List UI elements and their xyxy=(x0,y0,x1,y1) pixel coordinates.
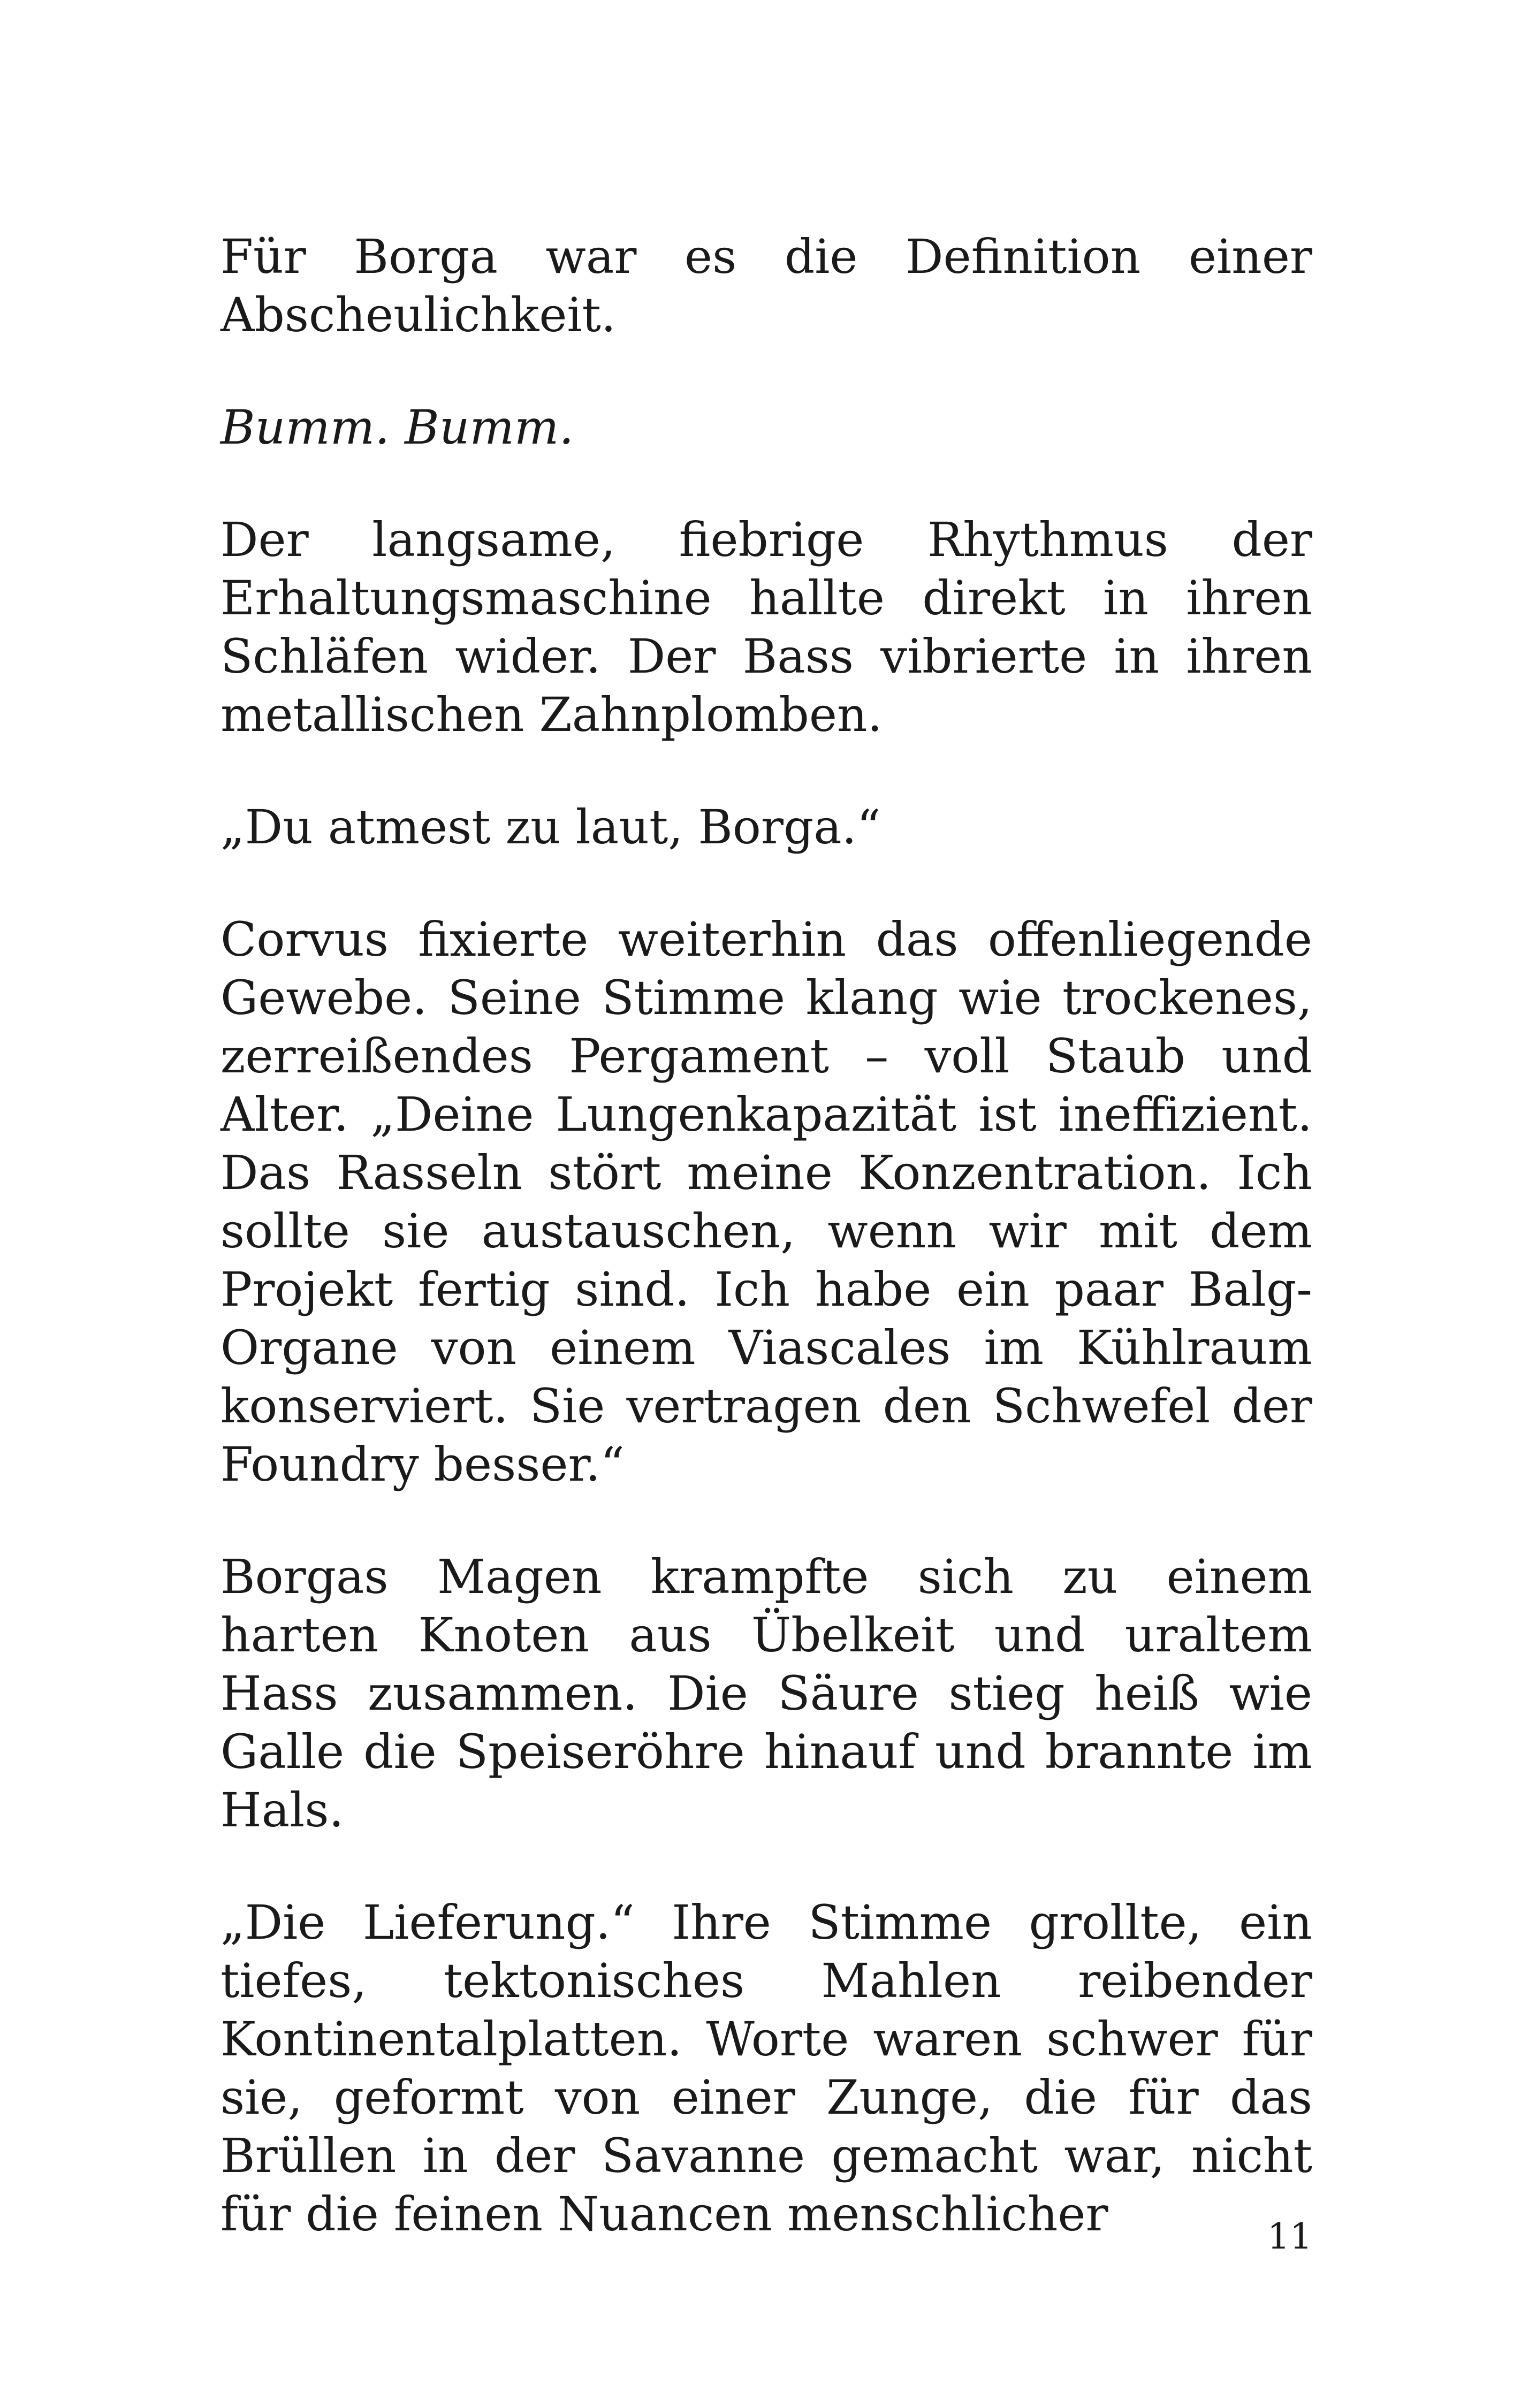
paragraph-3: Der langsame, fiebrige Rhythmus der Erhaltungsmaschine hallte direkt in ihren Schläfen wider. Der Bass vibrierte in ihren metallischen Zahnplomben. xyxy=(220,512,1312,742)
page-number: 11 xyxy=(1267,2216,1312,2257)
paragraph-4: „Du atmest zu laut, Borga.“ xyxy=(220,799,881,855)
paragraph-5: Corvus fixierte weiterhin das offenliegende Gewebe. Seine Stimme klang wie trockenes, zerreißendes Pergament – voll Staub und Alter. „Deine Lungenkapazität ist ineffizient. Das Rasseln stört meine Konzentration. Ich sollte sie austauschen, wenn wir mit dem Projekt fertig sind. Ich habe ein paar Balg-Organe von einem Viascales im Kühlraum konserviert. Sie vertragen den Schwefel der Foundry besser.“ xyxy=(220,912,1312,1492)
paragraph-2: Bumm. Bumm. xyxy=(220,400,574,455)
paragraph-1: Für Borga war es die Definition einer Abscheulichkeit. xyxy=(220,229,1312,342)
paragraph-6: Borgas Magen krampfte sich zu einem harten Knoten aus Übelkeit und uraltem Hass zusammen. Die Säure stieg heiß wie Galle die Speiseröhre hinauf und brannte im Hals. xyxy=(220,1549,1312,1838)
paragraph-7: „Die Lieferung.“ Ihre Stimme grollte, ein tiefes, tektonisches Mahlen reibender Kontinentalplatten. Worte waren schwer für sie, geformt von einer Zunge, die für das Brüllen in der Savanne gemacht war, nicht für die feinen Nuancen menschlicher xyxy=(220,1895,1312,2242)
body-text xyxy=(220,227,1312,2297)
